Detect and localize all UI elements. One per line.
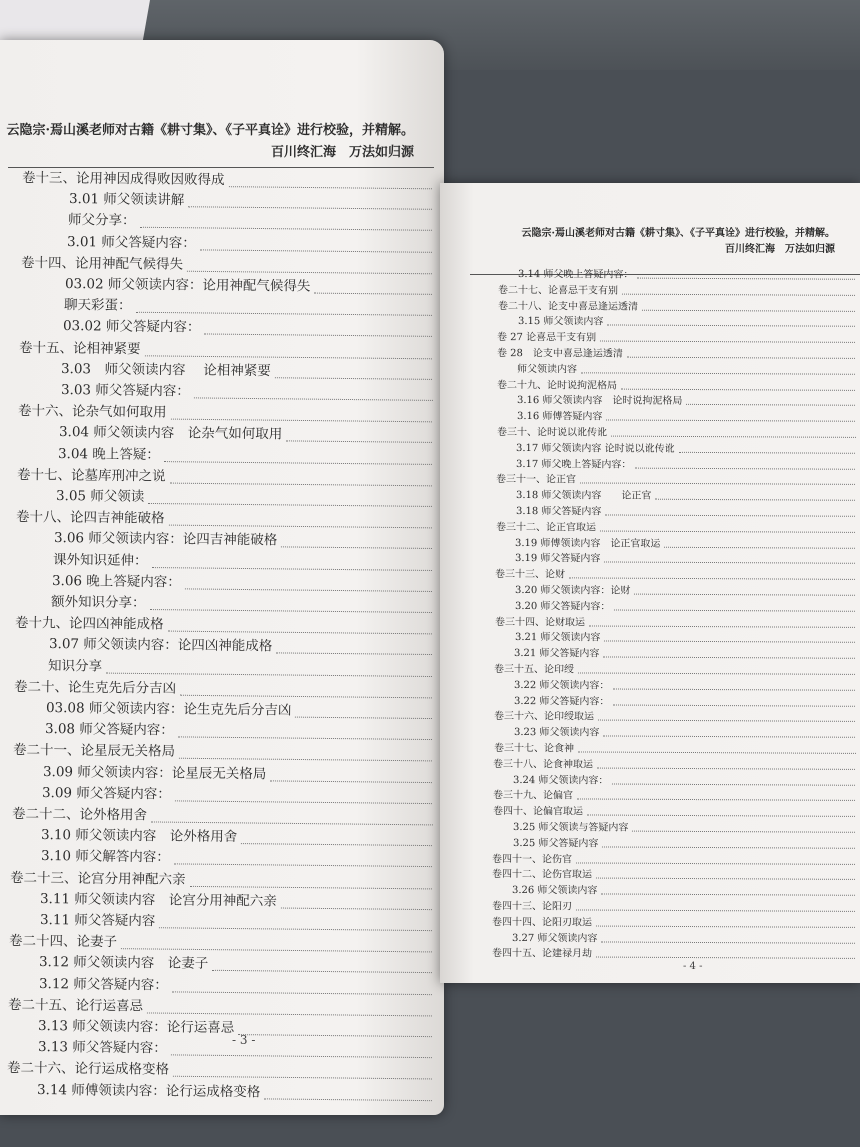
toc-leader-dots [286,441,432,444]
toc-leader-dots [589,625,855,627]
toc-entry-title: 卷二十三、论宫分用神配六亲 [10,869,187,888]
toc-leader-dots [188,206,432,210]
toc-leader-dots [578,672,855,674]
toc-entry-title: 师父领读内容 [517,363,578,376]
toc-entry-title: 03.02 师父领读内容：论用神配气候得失 [65,276,311,295]
toc-entry [516,441,677,457]
toc-entry-title: 3.12 师父领读内容 论妻子 [38,954,209,973]
toc-leader-dots [281,907,432,910]
toc-leader-dots [604,641,855,643]
toc-entry [56,486,147,508]
toc-entry [514,725,602,740]
toc-entry [9,931,119,953]
toc-entry [514,646,602,661]
toc-leader-dots [605,514,855,516]
toc-entry [512,883,600,898]
toc-entry-title: 3.15 师父领读内容 [517,316,604,328]
toc-entry-title: 卷二十七、论喜忌干支有别 [497,284,618,297]
toc-leader-dots [212,970,432,973]
toc-leader-dots [178,758,431,762]
toc-leader-dots [178,737,432,741]
toc-entry-title: 3.19 师傅领读内容 论正官取运 [515,537,661,550]
toc-entry-title: 3.04 晚上答疑： [57,445,160,463]
toc-entry [496,472,578,487]
toc-entry [494,709,596,725]
left-page-header [6,120,414,164]
toc-entry-title: 3.18 师父领读内容 论正官 [515,490,652,502]
toc-entry-title: 3.22 师父答疑内容： [513,695,610,708]
toc-leader-dots [174,864,432,868]
toc-leader-dots [600,341,855,343]
toc-leader-dots [175,800,432,804]
toc-entry [40,910,158,932]
toc-entry [514,678,612,694]
left-header-motto: 百川终汇海 万法如归源 [270,145,414,160]
toc-entry-title: 3.21 师父答疑内容 [514,648,600,660]
toc-leader-dots [238,1034,432,1037]
toc-entry-title: 3.04 师父领读内容 论杂气如何取用 [58,424,283,443]
toc-leader-dots [679,452,855,454]
toc-leader-dots [569,578,855,580]
toc-leader-dots [614,609,855,611]
toc-leader-dots [264,1098,432,1101]
toc-entry [54,528,280,551]
toc-entry-title: 3.16 师父领读内容 论时说拘泥格局 [516,395,683,408]
toc-entry-title: 3.24 师父领读内容： [513,774,609,787]
toc-entry [493,741,575,756]
toc-entry [63,316,203,338]
toc-entry-title: 3.05 师父领读 [55,488,145,505]
toc-entry [38,1037,169,1059]
toc-leader-dots [136,312,432,316]
toc-entry-title: 3.13 师父答疑内容： [37,1039,167,1057]
toc-entry [15,613,166,636]
toc-entry [498,283,620,299]
toc-entry [43,762,269,785]
toc-leader-dots [152,567,432,571]
toc-entry [518,314,606,329]
left-header-title: 云隐宗·焉山溪老师对古籍《耕寸集》、《子平真诠》进行校验，并精解。 [6,123,414,138]
toc-entry-title: 卷十五、论相神紧要 [19,339,141,357]
toc-entry [493,804,585,819]
toc-entry [518,267,636,283]
toc-entry [516,488,654,504]
toc-entry-title: 3.01 师父答疑内容： [67,233,197,251]
toc-entry-title: 卷三十四、论财取运 [494,616,585,629]
toc-entry-title: 3.14 师傅领读内容：论行运成格变格 [36,1081,261,1100]
toc-leader-dots [642,309,855,311]
toc-leader-dots [686,404,855,406]
toc-entry [22,168,227,191]
toc-entry [8,995,145,1017]
toc-entry-title: 卷 27 论喜忌干支有别 [497,332,597,344]
toc-leader-dots [598,720,855,722]
toc-leader-dots [637,278,855,280]
toc-entry-title: 卷四十四、论阳刃取运 [491,916,592,929]
toc-entry [46,698,294,722]
toc-entry [497,346,625,362]
toc-entry-title: 03.08 师父领读内容：论生克先后分吉凶 [46,700,292,719]
toc-leader-dots [603,736,855,738]
toc-entry [16,507,167,530]
toc-leader-dots [204,334,432,337]
toc-entry [496,425,608,441]
toc-entry [517,393,685,409]
toc-entry [39,974,170,996]
toc-entry [496,520,598,536]
toc-entry [493,788,575,803]
toc-entry-title: 3.11 师父领读内容 论宫分用神配六亲 [40,890,278,910]
toc-entry [492,946,594,962]
toc-entry-title: 卷十九、论四凶神能成格 [14,615,164,633]
toc-entry-title: 卷十六、论杂气如何取用 [18,403,167,421]
toc-entry-title: 3.16 师傅答疑内容 [516,411,603,423]
toc-entry [515,551,603,566]
toc-entry [494,662,576,677]
toc-entry-title: 卷十四、论用神配气候得失 [20,254,183,273]
toc-leader-dots [171,1055,432,1059]
toc-leader-dots [270,780,432,783]
toc-entry [49,634,275,657]
toc-entry [41,825,240,848]
toc-entry-title: 卷四十三、论阳刃 [491,901,573,913]
toc-leader-dots [607,325,855,327]
toc-entry [497,378,619,394]
toc-entry-title: 知识分享 [48,657,103,675]
toc-leader-dots [587,815,855,817]
toc-entry-title: 卷三十五、论印绶 [494,664,575,676]
toc-entry [37,1080,263,1103]
toc-entry-title: 卷二十一、论星辰无关格局 [12,742,175,761]
toc-entry-title: 3.03 师父答疑内容： [60,382,190,400]
right-header-title: 云隐宗·焉山溪老师对古籍《耕寸集》、《子平真诠》进行校验，并精解。 [521,228,835,239]
toc-entry [69,189,187,211]
toc-entry-title: 卷十八、论四吉神能破格 [16,509,165,527]
toc-entry [495,615,587,630]
toc-entry-title: 3.20 师父答疑内容： [514,600,611,613]
toc-leader-dots [148,503,432,507]
toc-leader-dots [185,588,432,592]
toc-entry-title: 额外知识分享： [50,594,146,611]
toc-entry [60,380,191,402]
toc-leader-dots [601,941,855,943]
toc-leader-dots [622,293,855,295]
toc-entry-title: 3.21 师父领读内容 [514,632,601,644]
toc-entry [513,836,601,851]
toc-entry-title: 3.09 师父领读内容：论星辰无关格局 [43,763,267,782]
toc-leader-dots [159,927,432,931]
toc-entry [58,422,284,445]
toc-leader-dots [295,717,432,719]
toc-leader-dots [580,483,855,485]
toc-entry [7,1058,171,1081]
toc-entry [67,232,198,254]
toc-entry [516,457,634,473]
toc-entry-title: 3.13 师父领读内容：论行运喜忌 [37,1018,235,1037]
toc-entry-title: 3.23 师父领读内容 [513,727,600,739]
toc-entry [19,338,143,360]
toc-entry [18,401,169,424]
toc-entry-title: 卷二十二、论外格用舍 [11,806,147,824]
toc-entry [498,299,640,315]
toc-entry-title: 卷三十七、论食神 [493,743,574,755]
toc-leader-dots [314,293,432,295]
toc-entry-title: 卷二十八、论支中喜忌逢运透清 [497,300,638,313]
toc-entry-title: 03.02 师父答疑内容： [63,318,201,336]
toc-entry [493,757,595,773]
toc-entry-title: 卷三十一、论正官 [496,474,577,486]
toc-leader-dots [576,862,855,864]
toc-entry [17,465,168,488]
toc-entry-title: 卷三十、论时说以讹传讹 [496,427,607,439]
toc-entry-title: 聊天彩蛋： [64,297,132,314]
toc-entry-title: 卷四十一、论伤官 [492,853,573,866]
toc-entry [12,740,176,763]
toc-entry [515,599,613,615]
right-page-header [522,226,835,258]
toc-entry [10,868,188,891]
toc-leader-dots [106,672,432,676]
toc-entry [512,931,600,946]
toc-leader-dots [173,1076,432,1080]
toc-leader-dots [164,461,432,465]
toc-entry-title: 3.17 师父领读内容 论时说以讹传讹 [516,442,675,455]
toc-leader-dots [596,925,855,927]
toc-leader-dots [577,751,855,753]
toc-entry [41,846,172,868]
toc-entry [40,889,279,913]
toc-leader-dots [604,562,855,564]
toc-entry-title: 3.26 师父领读内容 [512,885,598,897]
toc-leader-dots [121,948,432,952]
toc-entry [492,899,574,914]
toc-entry-title: 课外知识延伸： [52,551,148,569]
toc-entry [13,677,177,700]
toc-entry [515,536,663,552]
toc-entry-title: 3.27 师父领读内容 [511,932,598,945]
toc-leader-dots [596,957,855,959]
toc-leader-dots [576,909,855,911]
toc-entry-title: 卷十七、论墓库刑冲之说 [17,466,166,485]
toc-entry [516,504,604,519]
toc-entry [517,409,605,424]
toc-entry [492,852,574,867]
toc-entry-title: 卷四十五、论建禄月劫 [491,948,592,960]
toc-entry [42,783,173,805]
toc-entry [38,1016,237,1039]
toc-entry [68,210,138,232]
toc-entry [58,444,162,466]
toc-entry-title: 3.18 师父答疑内容 [515,506,602,518]
toc-entry-title: 卷二十、论生克先后分吉凶 [13,678,176,697]
toc-leader-dots [140,227,432,231]
toc-leader-dots [147,1012,432,1016]
toc-entry [51,592,148,614]
toc-entry [492,915,594,931]
toc-entry [39,952,211,975]
toc-leader-dots [613,704,855,706]
toc-entry [53,550,150,572]
toc-leader-dots [169,525,432,529]
left-page [0,40,444,1115]
toc-entry-title: 3.10 师父领读内容 论外格用舍 [41,827,238,846]
toc-leader-dots [276,653,432,656]
toc-leader-dots [200,249,432,252]
toc-leader-dots [613,688,855,690]
toc-leader-dots [632,831,855,833]
toc-entry-title: 卷三十八、论食神取运 [493,758,594,771]
toc-leader-dots [281,547,432,550]
toc-entry-title: 3.06 晚上答疑内容： [51,572,181,591]
right-page [440,183,860,983]
toc-leader-dots [634,594,855,596]
toc-leader-dots [596,878,855,880]
toc-entry [513,820,631,836]
toc-entry-title: 卷四十二、论伤官取运 [492,869,593,881]
toc-leader-dots [187,271,432,275]
toc-leader-dots [241,843,432,846]
toc-entry-title: 3.17 师父晚上答疑内容： [516,458,632,471]
toc-leader-dots [229,186,432,189]
toc-leader-dots [635,467,855,469]
toc-leader-dots [621,388,855,390]
toc-leader-dots [610,436,855,438]
left-page-number: - 3 - [232,1033,256,1047]
toc-entry [20,253,184,276]
toc-entry [48,656,104,678]
toc-leader-dots [170,482,432,486]
toc-leader-dots [597,767,855,769]
toc-leader-dots [664,546,855,548]
toc-leader-dots [602,846,855,848]
toc-entry [492,867,594,883]
toc-entry [513,773,611,789]
toc-entry-title: 3.12 师父答疑内容： [38,975,168,993]
toc-leader-dots [655,499,855,501]
toc-entry-title: 师父分享： [68,212,136,230]
toc-leader-dots [145,355,432,359]
toc-entry-title: 卷十三、论用神因成得败因败得成 [21,170,225,189]
toc-entry-title: 卷二十六、论行运成格变格 [7,1060,170,1079]
toc-entry-title: 3.07 师父领读内容：论四凶神能成格 [49,636,273,655]
toc-entry [61,359,273,382]
toc-entry-title: 卷 28 论支中喜忌逢运透清 [497,348,624,360]
toc-entry [495,567,567,582]
right-header-motto: 百川终汇海 万法如归源 [725,244,835,255]
toc-entry-title: 卷三十三、论财 [495,569,566,581]
toc-entry-title: 3.08 师父答疑内容： [45,721,175,739]
toc-leader-dots [171,419,432,423]
toc-entry [65,274,313,298]
toc-entry-title: 3.01 师父领读讲解 [68,191,185,209]
toc-leader-dots [600,530,855,532]
toc-entry-title: 3.25 师父答疑内容 [512,837,599,850]
toc-leader-dots [577,799,855,801]
right-page-number: - 4 - [683,961,703,972]
toc-leader-dots [612,783,855,785]
toc-entry-title: 卷二十九、论时说拘泥格局 [496,379,617,392]
toc-entry-title: 3.06 师父领读内容：论四吉神能破格 [53,530,278,549]
toc-entry-title: 3.22 师父领读内容： [514,679,610,692]
toc-entry [45,719,176,741]
toc-entry-title: 3.11 师父答疑内容 [39,912,156,930]
toc-entry [52,571,183,593]
toc-leader-dots [190,885,432,889]
toc-entry-title: 卷二十五、论行运喜忌 [8,996,144,1015]
toc-entry-title: 3.10 师父解答内容： [40,848,170,866]
toc-entry-title: 3.14 师父晚上答疑内容： [517,269,634,281]
toc-entry [515,583,633,599]
toc-entry [515,630,603,645]
toc-leader-dots [150,821,431,825]
toc-entry-title: 卷三十二、论正官取运 [495,521,596,534]
toc-entry-title: 卷二十四、论妻子 [9,933,118,951]
toc-leader-dots [168,631,432,635]
toc-leader-dots [172,991,432,995]
toc-entry-title: 3.25 师父领读与答疑内容 [512,822,629,834]
toc-entry [11,804,148,826]
toc-entry-title: 3.03 师父领读内容 论相神紧要 [61,360,272,379]
toc-entry-title: 3.09 师父答疑内容： [42,784,172,803]
toc-leader-dots [603,657,855,659]
toc-entry-title: 卷三十六、论印绶取运 [493,711,594,723]
toc-entry-title: 3.19 师父答疑内容 [515,553,601,565]
toc-leader-dots [150,609,432,613]
toc-leader-dots [606,420,855,422]
toc-entry [514,694,612,710]
toc-entry [497,330,598,346]
toc-leader-dots [627,357,855,359]
toc-leader-dots [193,397,431,400]
toc-entry [64,295,134,317]
toc-leader-dots [275,377,432,380]
toc-entry-title: 3.20 师父领读内容：论财 [514,585,631,597]
toc-leader-dots [180,695,432,699]
toc-entry-title: 卷三十九、论偏官 [493,790,574,802]
toc-leader-dots [581,372,855,374]
toc-entry-title: 卷四十、论偏官取运 [492,806,583,818]
toc-entry [517,362,579,377]
toc-leader-dots [601,894,855,896]
